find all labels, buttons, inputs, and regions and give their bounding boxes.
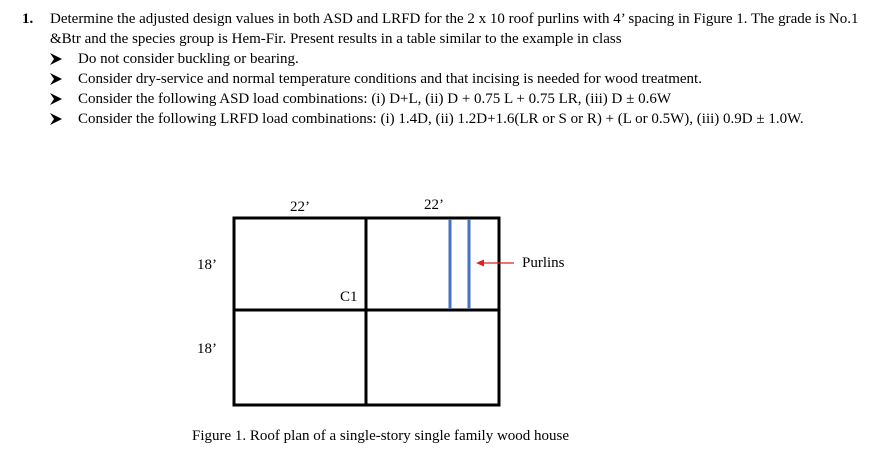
- list-item: [48, 109, 862, 129]
- dimension-left-upper: 18’: [197, 257, 217, 273]
- bullet-text: Consider the following LRFD load combinations: (i) 1.4D, (ii) 1.2D+1.6(LR or S or R) + (L or 0.5W), (iii) 0.9D ± 1.0W.: [78, 111, 804, 127]
- column-label: C1: [340, 289, 358, 305]
- problem-intro: Determine the adjusted design values in both ASD and LRFD for the 2 x 10 roof purlins with 4’ spacing in Figure 1. The grade is No.1 &Btr and the species group is Hem-Fir. Present results in a table similar to the example in class: [50, 11, 859, 47]
- dimension-top-left: 22’: [290, 199, 310, 215]
- arrow-bullet-icon: [48, 49, 78, 69]
- dimension-top-right: 22’: [424, 197, 444, 213]
- list-item: [48, 89, 862, 109]
- bullet-text: Consider the following ASD load combinations: (i) D+L, (ii) D + 0.75 L + 0.75 LR, (iii) D ± 0.6W: [78, 91, 671, 107]
- problem-statement: [22, 9, 862, 129]
- purlins-label: Purlins: [522, 255, 565, 271]
- arrow-bullet-icon: [48, 69, 78, 89]
- roof-outline: [234, 218, 499, 405]
- problem-header: [22, 9, 862, 49]
- dimension-left-lower: 18’: [197, 341, 217, 357]
- purlin-arrow-head: [476, 260, 484, 267]
- list-item: [48, 69, 862, 89]
- bullet-text: Consider dry-service and normal temperature conditions and that incising is needed for wood treatment.: [78, 71, 702, 87]
- figure-caption: Figure 1. Roof plan of a single-story single family wood house: [192, 428, 570, 444]
- list-item: [48, 49, 862, 69]
- arrow-bullet-icon: [48, 109, 78, 129]
- requirement-list: [22, 49, 862, 129]
- bullet-text: Do not consider buckling or bearing.: [78, 51, 299, 67]
- arrow-bullet-icon: [48, 89, 78, 109]
- problem-number: 1.: [22, 11, 34, 27]
